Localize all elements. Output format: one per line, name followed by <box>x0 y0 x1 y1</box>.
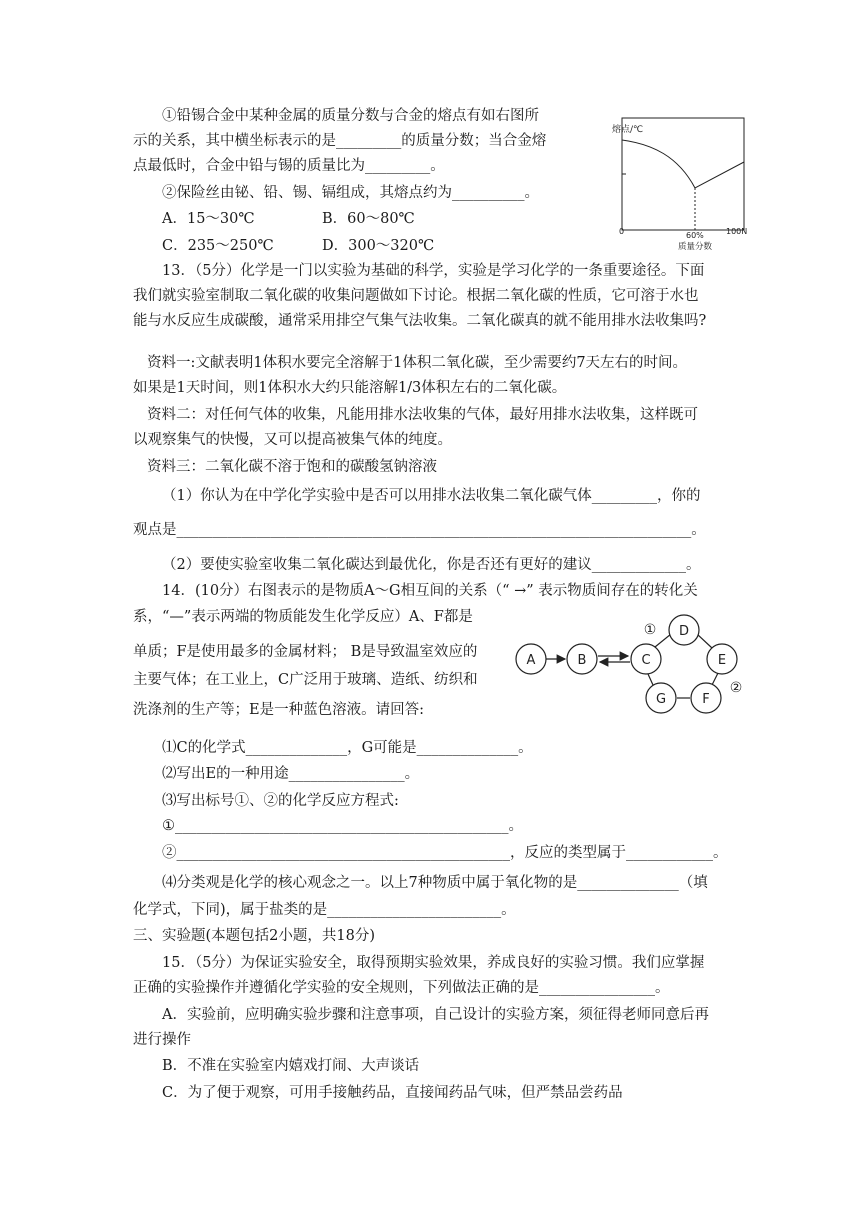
option-b: B．不准在实验室内嬉戏打闹、大声谈话 <box>162 1058 420 1074</box>
text-line: 资料二：对任何气体的收集，凡能用排水法收集的气体，最好用排水法收集，这样既可 <box>147 407 698 423</box>
text-line: 资料三：二氧化碳不溶于饱和的碳酸氢钠溶液 <box>147 459 437 475</box>
tick-100-label: 100N <box>726 227 748 236</box>
text-line: 化学式，下同)，属于盐类的是________________________。 <box>133 902 516 918</box>
x-axis-label: 质量分数 <box>678 242 713 252</box>
text-line: 正确的实验操作并遵循化学实验的安全规则，下列做法正确的是________________。 <box>133 980 670 996</box>
text-line: ⑴C的化学式______________，G可能是______________。 <box>162 740 533 756</box>
text-line: ⑶写出标号①、②的化学反应方程式: <box>162 793 399 809</box>
option-a: A．实验前，应明确实验步骤和注意事项，自己设计的实验方案，须征得老师同意后再 <box>162 1007 709 1023</box>
text-line: 以观察集气的快慢，又可以提高被集气体的纯度。 <box>133 432 452 448</box>
text-line: 系，“—”表示两端的物质能发生化学反应）A、F都是 <box>133 609 473 625</box>
node-f-label: F <box>702 692 710 707</box>
mark-1-label: ① <box>643 622 657 638</box>
y-axis-label: 熔点/℃ <box>612 125 644 135</box>
text-line: （2）要使实验室收集二氧化碳达到最优化，你是否还有更好的建议_____________。 <box>162 557 701 573</box>
text-line: （1）你认为在中学化学实验中是否可以用排水法收集二氧化碳气体_________，你的 <box>162 488 701 504</box>
section-heading: 三、实验题(本题包括2小题，共18分) <box>133 928 375 944</box>
option-a: A．15～30℃ <box>162 211 255 227</box>
origin-label: 0 <box>619 227 625 236</box>
relation-diagram <box>508 612 748 720</box>
text-line: ①铅锡合金中某种金属的质量分数与合金的熔点有如右图所 <box>162 108 539 124</box>
text-line: 资料一:文献表明1体积水要完全溶解于1体积二氧化碳，至少需要约7天左右的时间。 <box>147 355 688 371</box>
option-b: B．60～80℃ <box>322 211 415 227</box>
text-line: ①______________________________________________。 <box>162 818 523 834</box>
text-line: 洗涤剂的生产等；E是一种蓝色溶液。请回答: <box>133 702 424 718</box>
option-c: C．为了便于观察，可用手接触药品，直接闻药品气味，但严禁品尝药品 <box>162 1085 623 1101</box>
text-line: 单质；F是使用最多的金属材料； B是导致温室效应的 <box>133 644 478 660</box>
text-line: 主要气体；在工业上，C广泛用于玻璃、造纸、纺织和 <box>133 672 478 688</box>
text-line: 示的关系，其中横坐标表示的是_________的质量分数；当合金熔 <box>133 133 547 149</box>
mark-2-label: ② <box>729 680 743 696</box>
melting-curve <box>622 140 744 188</box>
text-line: ⑵写出E的一种用途________________。 <box>162 766 420 782</box>
text-line: 进行操作 <box>133 1032 191 1048</box>
text-line: 如果是1天时间，则1体积水大约只能溶解1/3体积左右的二氧化碳。 <box>133 380 567 396</box>
option-d: D．300～320℃ <box>322 238 435 254</box>
node-c-label: C <box>641 653 651 668</box>
text-line: 观点是_______________________________________________________________________。 <box>133 522 706 538</box>
node-d-label: D <box>678 624 690 639</box>
text-line: ②保险丝由铋、铅、锡、镉组成，其熔点约为__________。 <box>162 185 539 201</box>
text-line: ⑷分类观是化学的核心观念之一。以上7种物质中属于氧化物的是______________（填 <box>162 875 708 891</box>
text-line: 能与水反应生成碳酸，通常采用排空气集气法收集。二氧化碳真的就不能用排水法收集吗? <box>133 313 707 329</box>
text-line: 点最低时，合金中铅与锡的质量比为_________。 <box>133 158 445 174</box>
tick-60-label: 60% <box>686 231 704 240</box>
text-line: 13．（5分）化学是一门以实验为基础的科学，实验是学习化学的一条重要途径。下面 <box>162 263 705 279</box>
node-a-label: A <box>526 653 536 668</box>
text-line: 我们就实验室制取二氧化碳的收集问题做如下讨论。根据二氧化碳的性质，它可溶于水也 <box>133 288 699 304</box>
text-line: 15．（5分）为保证实验安全，取得预期实验效果，养成良好的实验习惯。我们应掌握 <box>162 955 705 971</box>
melting-point-graph <box>612 112 762 252</box>
text-line: ②______________________________________________，反应的类型属于____________。 <box>162 845 728 861</box>
node-b-label: B <box>577 653 587 668</box>
option-c: C．235～250℃ <box>162 238 274 254</box>
node-g-label: G <box>655 692 667 707</box>
text-line: 14．(10分）右图表示的是物质A～G相互间的关系（“ →” 表示物质间存在的转化关 <box>162 583 698 599</box>
node-e-label: E <box>717 653 727 668</box>
